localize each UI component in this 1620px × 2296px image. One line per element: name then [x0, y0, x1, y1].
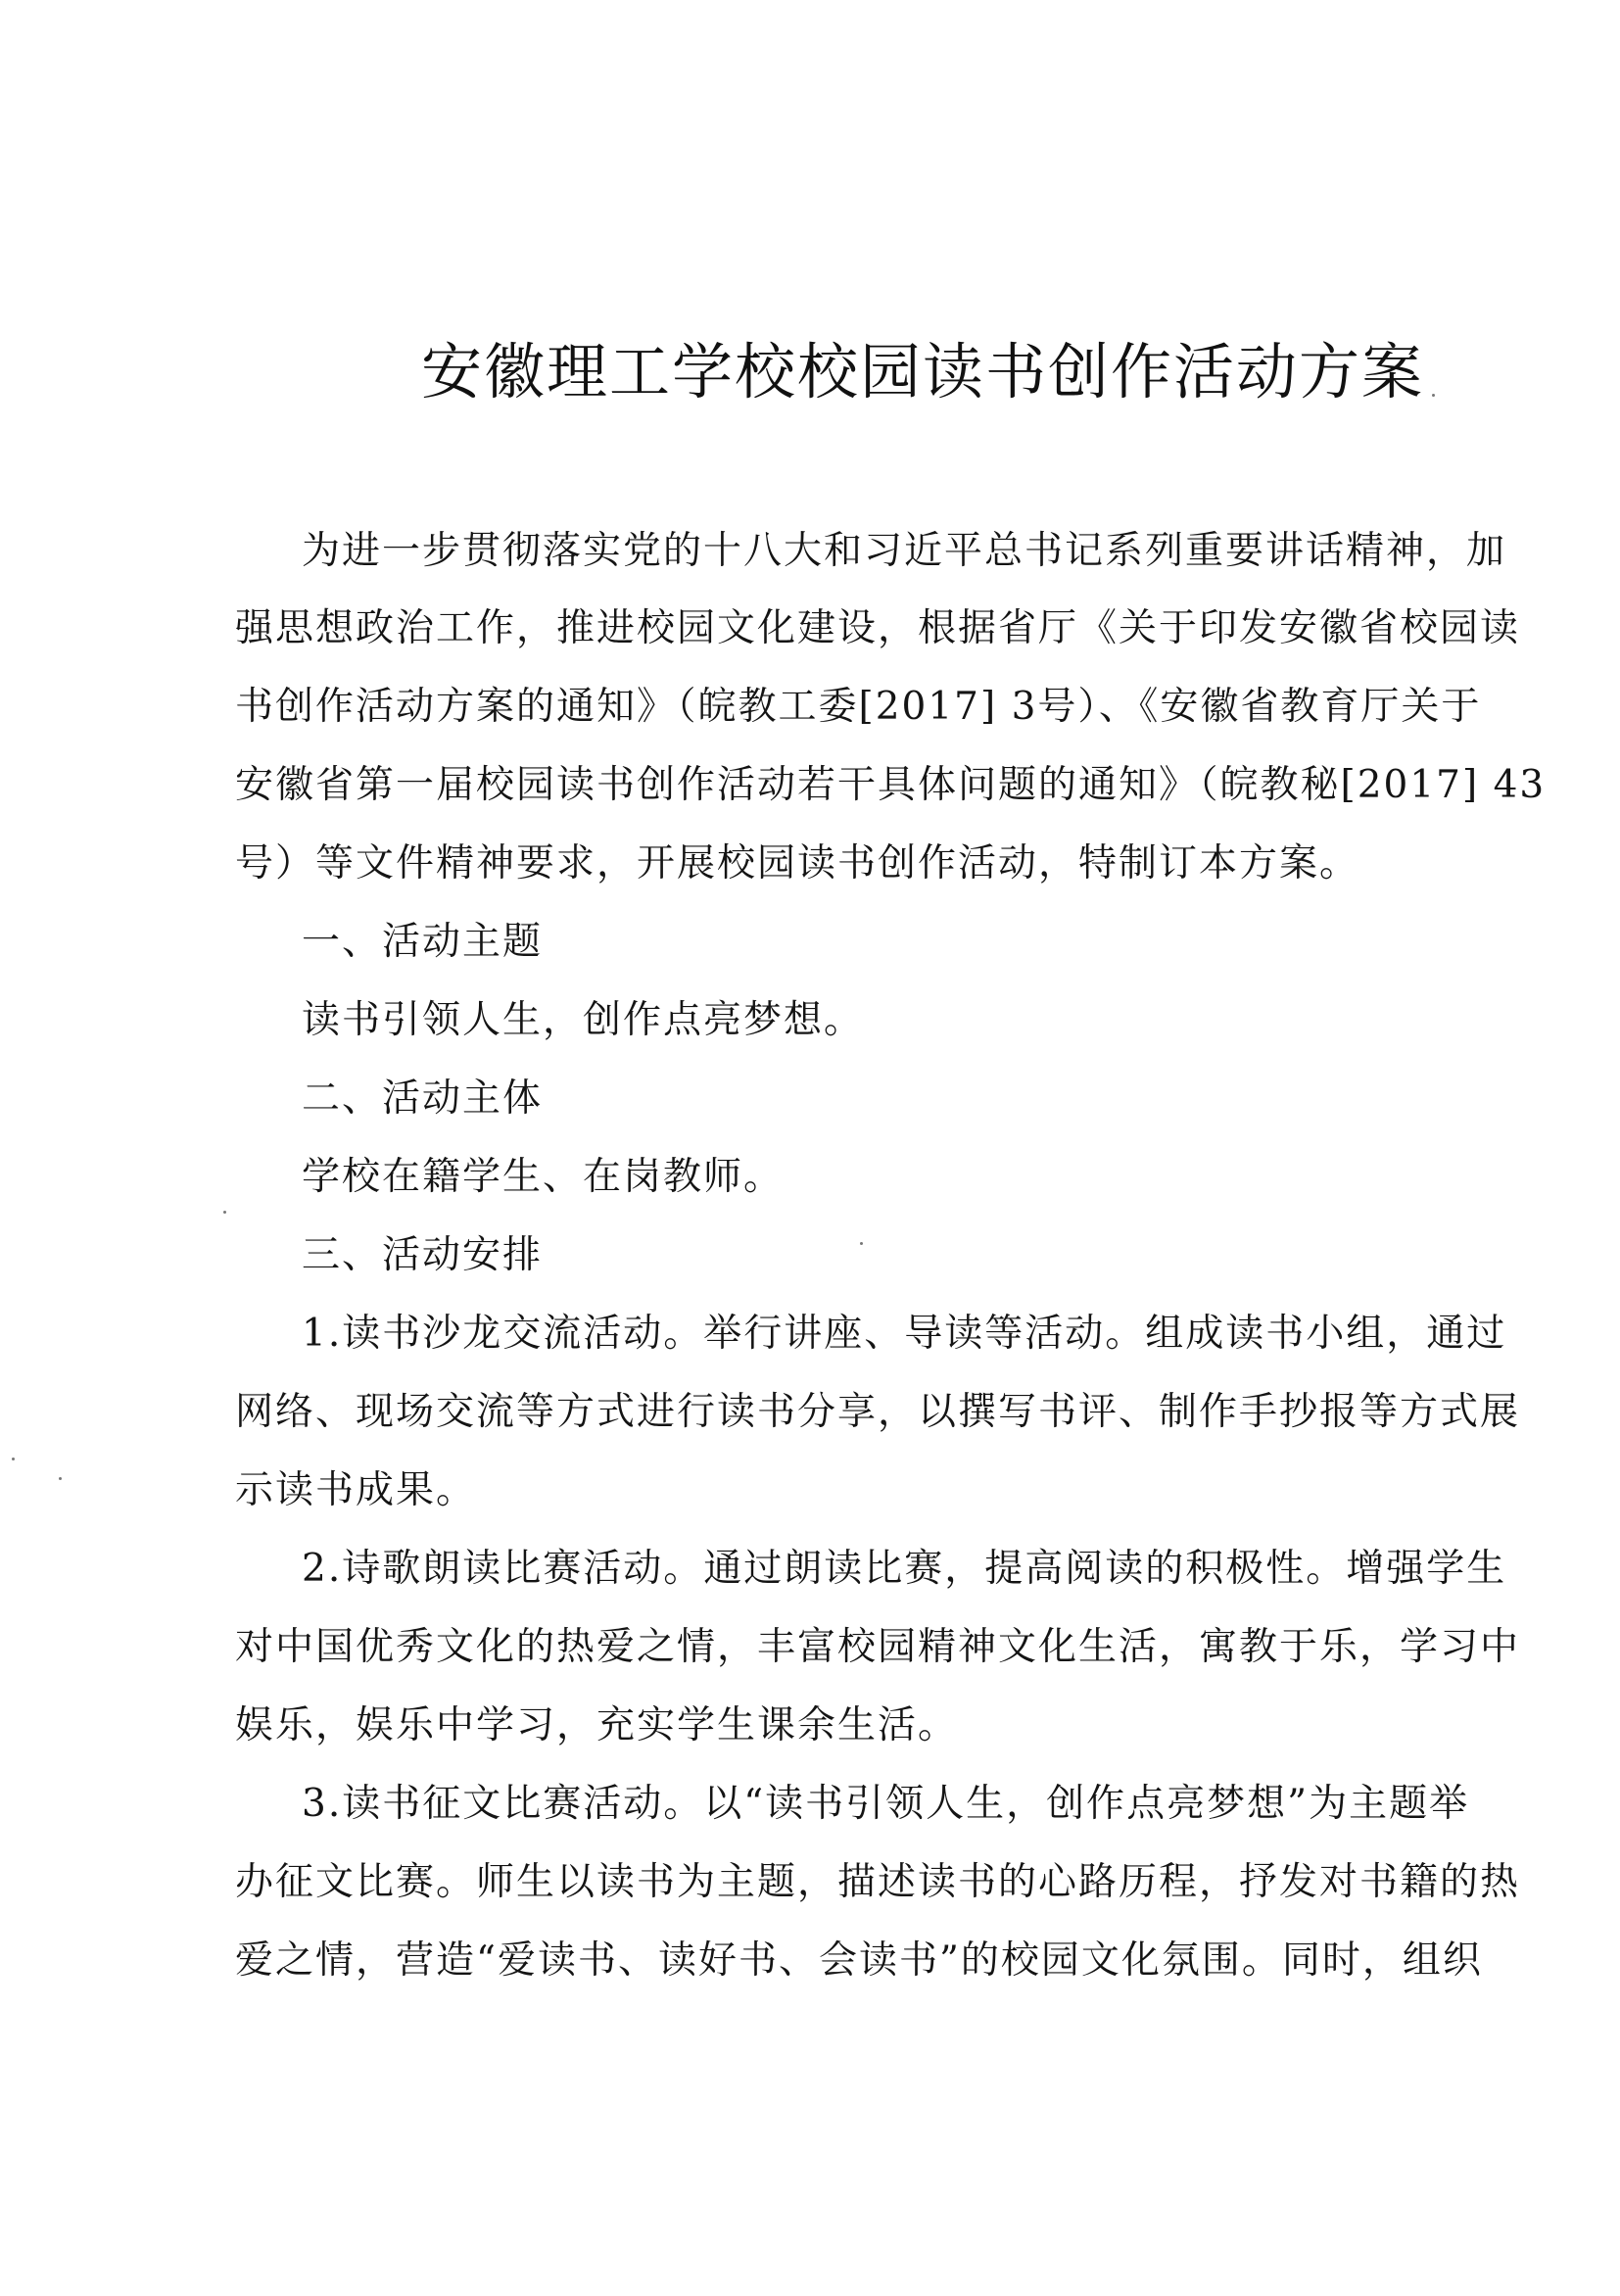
- paragraph-line: 娱乐，娱乐中学习，充实学生课余生活。: [235, 1703, 959, 1747]
- section-heading: 三、活动安排: [302, 1233, 544, 1277]
- paragraph-line: 为进一步贯彻落实党的十八大和习近平总书记系列重要讲话精神，加: [302, 529, 1507, 573]
- paragraph-line: 示读书成果。: [235, 1468, 477, 1512]
- scan-speck: [860, 1242, 863, 1245]
- paragraph-line: 3.读书征文比赛活动。以“读书引领人生，创作点亮梦想”为主题举: [302, 1782, 1470, 1826]
- paragraph-line: 爱之情，营造“爱读书、读好书、会读书”的校园文化氛围。同时，组织: [235, 1938, 1483, 1983]
- paragraph-line: 安徽省第一届校园读书创作活动若干具体问题的通知》（皖教秘[2017] 43: [235, 763, 1547, 807]
- paragraph-line: 书创作活动方案的通知》（皖教工委[2017] 3号）、《安徽省教育厅关于: [235, 685, 1482, 729]
- scan-speck: [12, 1458, 15, 1460]
- paragraph-line: 2.诗歌朗读比赛活动。通过朗读比赛，提高阅读的积极性。增强学生: [302, 1547, 1507, 1591]
- section-heading: 一、活动主题: [302, 920, 544, 964]
- paragraph-line: 强思想政治工作，推进校园文化建设，根据省厅《关于印发安徽省校园读: [235, 606, 1521, 650]
- paragraph-line: 办征文比赛。师生以读书为主题，描述读书的心路历程，抒发对书籍的热: [235, 1860, 1521, 1904]
- document-title: 安徽理工学校校园读书创作活动方案: [421, 336, 1425, 407]
- paragraph-line: 网络、现场交流等方式进行读书分享，以撰写书评、制作手抄报等方式展: [235, 1390, 1521, 1434]
- paragraph-line: 1.读书沙龙交流活动。举行讲座、导读等活动。组成读书小组，通过: [302, 1312, 1507, 1356]
- scan-speck: [223, 1211, 226, 1214]
- paragraph-line: 读书引领人生，创作点亮梦想。: [302, 998, 865, 1042]
- scan-speck: [1432, 394, 1435, 397]
- scan-speck: [59, 1477, 62, 1480]
- paragraph-line: 号）等文件精神要求，开展校园读书创作活动，特制订本方案。: [235, 841, 1360, 885]
- paragraph-line: 学校在籍学生、在岗教师。: [302, 1155, 785, 1199]
- section-heading: 二、活动主体: [302, 1076, 544, 1121]
- paragraph-line: 对中国优秀文化的热爱之情，丰富校园精神文化生活，寓教于乐，学习中: [235, 1625, 1521, 1669]
